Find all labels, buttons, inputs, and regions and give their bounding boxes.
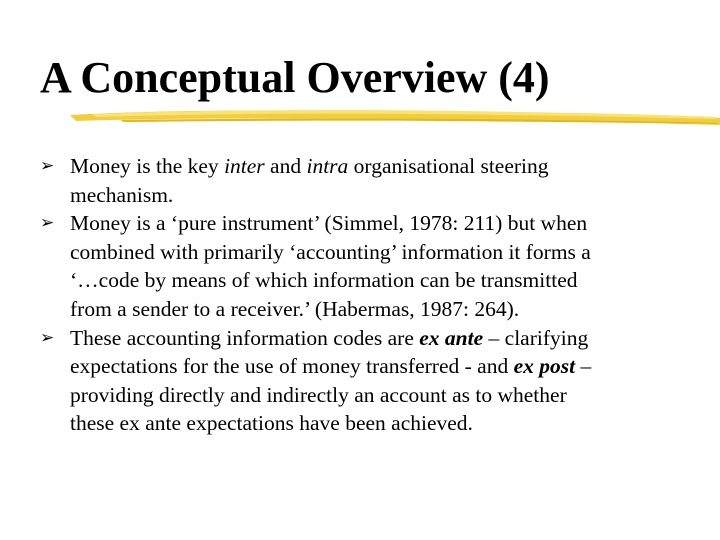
bullet-text: from a sender to a receiver.’ (Habermas, 1987: 264).	[70, 296, 520, 321]
bullet-text: Money is the key	[70, 154, 225, 178]
title-underline-brush	[0, 98, 720, 134]
bullet-text: ‘…code by means of which information can be transmitted	[70, 268, 578, 293]
bullet-item	[40, 324, 710, 438]
bullet-line	[70, 409, 710, 438]
arrowhead-bullet-icon: ➢	[40, 327, 55, 348]
emphasis-term: inter	[224, 154, 265, 178]
bullet-line	[70, 295, 710, 324]
bullet-text: Money is a ‘pure instrument’ (Simmel, 1978: 211) but when	[70, 211, 588, 236]
bullet-item	[40, 209, 710, 323]
bullet-text: combined with primarily ‘accounting’ information it forms a	[70, 239, 591, 264]
bullet-line	[70, 352, 710, 381]
slide-title: A Conceptual Overview (4)	[40, 53, 550, 102]
bullet-text: expectations for the use of money transferred - and	[70, 354, 514, 379]
bullet-text: and	[264, 154, 307, 178]
bullet-list	[40, 152, 710, 438]
bullet-line	[70, 324, 710, 353]
bullet-text: – clarifying	[483, 325, 589, 350]
bullet-text: these ex ante expectations have been achieved.	[70, 411, 473, 436]
bullet-item	[40, 152, 710, 209]
bullet-text: organisational steering	[348, 154, 549, 178]
bullet-line	[70, 381, 710, 410]
bullet-text: These accounting information codes are	[70, 325, 420, 350]
arrowhead-bullet-icon: ➢	[40, 213, 55, 234]
emphasis-term: intra	[306, 154, 349, 178]
bullet-text: providing directly and indirectly an account as to whether	[70, 382, 567, 407]
bullet-line	[70, 209, 710, 238]
bullet-line	[70, 238, 710, 267]
bullet-text: mechanism.	[70, 182, 174, 207]
bullet-text: –	[575, 354, 592, 379]
emphasis-text	[514, 354, 576, 378]
emphasis-text	[419, 326, 483, 350]
emphasis-term: ex post	[513, 354, 576, 379]
arrowhead-bullet-icon: ➢	[40, 156, 55, 176]
emphasis-term: ex ante	[419, 325, 484, 350]
bullet-line	[70, 152, 710, 181]
bullet-line	[70, 266, 710, 295]
bullet-line	[70, 181, 710, 210]
